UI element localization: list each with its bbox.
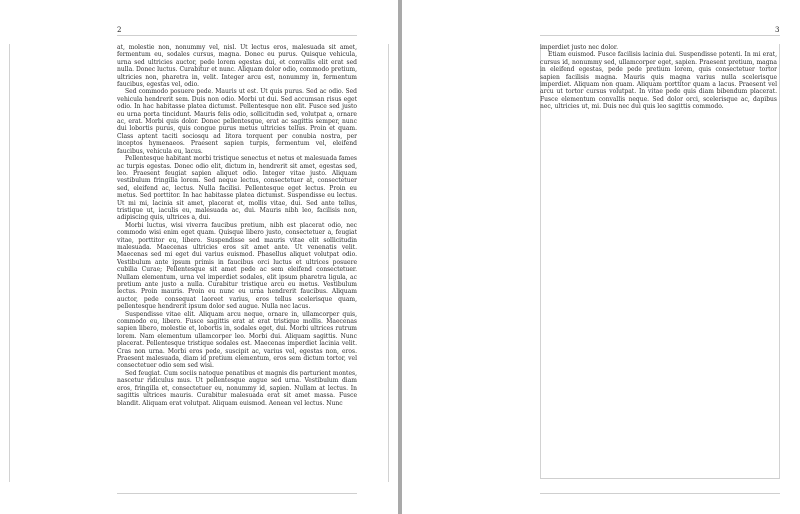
body-text: [540, 44, 777, 111]
page-3: [402, 0, 800, 514]
paragraph: Pellentesque habitant morbi tristique senectus et netus et malesuada fames ac turpis egestas. Donec odio elit, dictum in, hendrerit sit amet, egestas sed, leo. Praesent feugiat sapien aliquet odio. Integer vitae justo. Aliquam vestibulum fringilla lorem. Sed neque lectus, consectetuer at, consectetuer sed, eleifend ac, lectus. Nulla facilisi. Pellentesque eget lectus. Proin eu metus. Sed porttitor. In hac habitasse platea dictumst. Suspendisse eu lectus. Ut mi mi, lacinia sit amet, placerat et, mollis vitae, dui. Sed ante tellus, tristique ut, iaculis eu, malesuada ac, dui. Mauris nibh leo, facilisis non, adipiscing quis, ultrices a, dui.: [117, 155, 357, 222]
margin-line-right: [388, 44, 389, 482]
margin-line-left: [9, 44, 10, 482]
header-rule: [540, 35, 780, 36]
frame-line-right: [779, 44, 780, 478]
page-2: [0, 0, 398, 514]
paragraph: Morbi luctus, wisi viverra faucibus pretium, nibh est placerat odio, nec commodo wisi enim eget quam. Quisque libero justo, consectetuer a, feugiat vitae, porttitor eu, libero. Suspendisse sed mauris vitae elit sollicitudin malesuada. Maecenas ultricies eros sit amet ante. Ut venenatis velit. Maecenas sed mi eget dui varius euismod. Phasellus aliquet volutpat odio. Vestibulum ante ipsum primis in faucibus orci luctus et ultrices posuere cubilia Curae; Pellentesque sit amet pede ac sem eleifend consectetuer. Nullam elementum, urna vel imperdiet sodales, elit ipsum pharetra ligula, ac pretium ante justo a nulla. Curabitur tristique arcu eu metus. Vestibulum lectus. Proin mauris. Proin eu nunc eu urna hendrerit faucibus. Aliquam auctor, pede consequat laoreet varius, eros tellus scelerisque quam, pellentesque hendrerit ipsum dolor sed augue. Nulla nec lacus.: [117, 221, 357, 311]
frame-line-bottom: [540, 478, 780, 479]
paragraph: Sed commodo posuere pede. Mauris ut est. Ut quis purus. Sed ac odio. Sed vehicula hendrerit sem. Duis non odio. Morbi ut dui. Sed accumsan risus eget odio. In hac habitasse platea dictumst. Pellentesque non elit. Fusce sed justo eu urna porta tincidunt. Mauris felis odio, sollicitudin sed, volutpat a, ornare ac, erat. Morbi quis dolor. Donec pellentesque, erat ac sagittis semper, nunc dui lobortis purus, quis congue purus metus ultricies tellus. Proin et quam. Class aptent taciti sociosqu ad litora torquent per conubia nostra, per inceptos hymenaeos. Praesent sapien turpis, fermentum vel, eleifend faucibus, vehicula eu, lacus.: [117, 88, 357, 155]
footer-rule: [540, 493, 780, 494]
paragraph: Sed feugiat. Cum sociis natoque penatibus et magnis dis parturient montes, nascetur ridiculus mus. Ut pellentesque augue sed urna. Vestibulum diam eros, fringilla et, consectetuer eu, nonummy id, sapien. Nullam at lectus. In sagittis ultrices mauris. Curabitur malesuada erat sit amet massa. Fusce blandit. Aliquam erat volutpat. Aliquam euismod. Aenean vel lectus. Nunc: [117, 369, 357, 407]
footer-rule: [117, 493, 357, 494]
paragraph: Etiam euismod. Fusce facilisis lacinia dui. Suspendisse potenti. In mi erat, cursus id, nonummy sed, ullamcorper eget, sapien. Praesent pretium, magna in eleifend egestas, pede pede pretium lorem, quis consectetuer tortor sapien facilisis magna. Mauris quis magna varius nulla scelerisque imperdiet. Aliquam non quam. Aliquam porttitor quam a lacus. Praesent vel arcu ut tortor cursus volutpat. In vitae pede quis diam bibendum placerat. Fusce elementum convallis neque. Sed dolor orci, scelerisque ac, dapibus nec, ultricies ut, mi. Duis nec dui quis leo sagittis commodo.: [540, 51, 777, 111]
page-number: 3: [775, 26, 780, 34]
body-text: [117, 44, 357, 480]
header-rule: [117, 35, 357, 36]
page-number: 2: [117, 26, 122, 34]
paragraph: at, molestie non, nonummy vel, nisl. Ut lectus eros, malesuada sit amet, fermentum eu, sodales cursus, magna. Donec eu purus. Quisque vehicula, urna sed ultricies auctor, pede lorem egestas dui, et convallis elit erat sed nulla. Donec luctus. Curabitur et nunc. Aliquam dolor odio, commodo pretium, ultricies non, pharetra in, velit. Integer arcu est, nonummy in, fermentum faucibus, egestas vel, odio.: [117, 44, 357, 89]
paragraph: Suspendisse vitae elit. Aliquam arcu neque, ornare in, ullamcorper quis, commodo eu, libero. Fusce sagittis erat at erat tristique mollis. Maecenas sapien libero, molestie et, lobortis in, sodales eget, dui. Morbi ultrices rutrum lorem. Nam elementum ullamcorper leo. Morbi dui. Aliquam sagittis. Nunc placerat. Pellentesque tristique sodales est. Maecenas imperdiet lacinia velit. Cras non urna. Morbi eros pede, suscipit ac, varius vel, egestas non, eros. Praesent malesuada, diam id pretium elementum, eros sem dictum tortor, vel consectetuer odio sem sed wisi.: [117, 310, 357, 370]
paragraph: imperdiet justo nec dolor.: [540, 44, 619, 51]
